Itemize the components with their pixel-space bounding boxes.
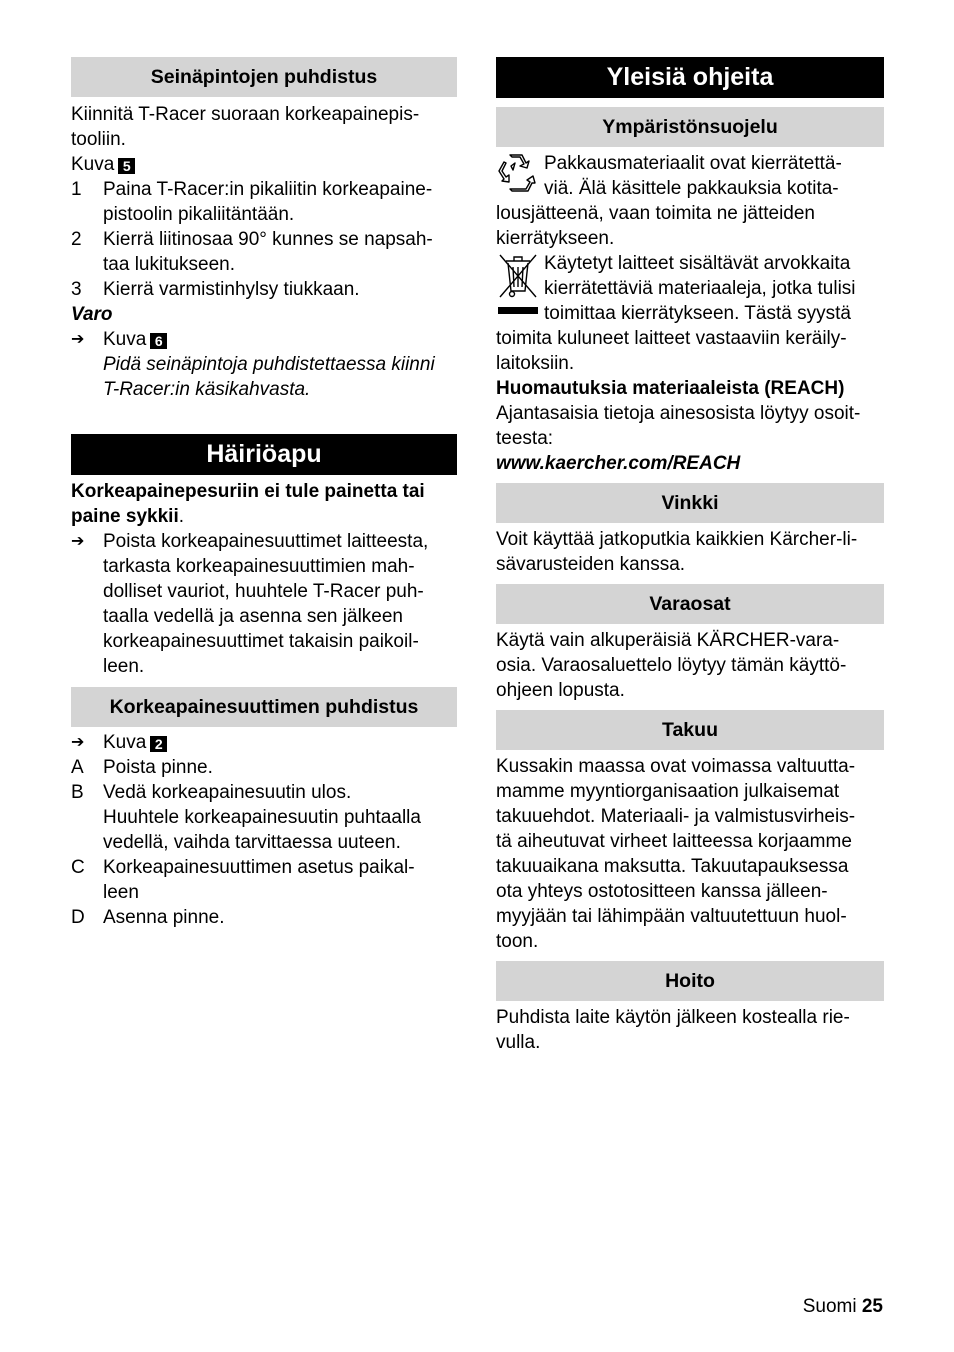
wall-cleaning-body: Kiinnitä T-Racer suoraan korkeapainepis- tooliin. Kuva 5 1 Paina T-Racer:in pikaliitin korkeapaine- pistoolin pikaliitäntään. 2 Kierrä liitinosaa 90° kunnes se napsah- taa lukitukseen. 3 Kierrä varmistinhylsy tiukkaan. Varo ➔ Kuva 6 Pidä seinäpintoja puhdistettaessa kiinni T-Racer:in käsikahvasta. bbox=[71, 102, 457, 402]
weee-paragraph: Käytetyt laitteet sisältävät arvokkaita kierrätettäviä materiaaleja, jotka tulisi toimittaa kierrätykseen. Tästä syystä toimita kuluneet laitteet vastaaviin keräily- laitoksiin. bbox=[496, 253, 856, 374]
tip-body: Voit käyttää jatkoputkia kaikkien Kärcher-li- sävarusteiden kanssa. bbox=[496, 529, 858, 575]
right-column bbox=[496, 57, 884, 1055]
step-item: 3 Kierrä varmistinhylsy tiukkaan. bbox=[71, 279, 360, 300]
step-item: D Asenna pinne. bbox=[71, 907, 225, 928]
troubleshooting-body: Korkeapainepesuriin ei tule painetta tai paine sykkii. ➔ Poista korkeapainesuuttimet laitteesta, tarkasta korkeapainesuuttimien mah- dolliset vauriot, huuhtele T-Racer puh- taalla vedellä ja asenna sen jälkeen korkeapainesuuttimet takaisin paikoil- leen. bbox=[71, 479, 457, 679]
remedy-item: ➔ Poista korkeapainesuuttimet laitteesta, tarkasta korkeapainesuuttimien mah- dolliset vauriot, huuhtele T-Racer puh- taalla vedellä ja asenna sen jälkeen korkeapainesuuttimet takaisin paikoil- leen. bbox=[71, 531, 429, 677]
step-item: 1 Paina T-Racer:in pikaliitin korkeapaine- pistoolin pikaliitäntään. bbox=[71, 179, 433, 225]
step-item: 2 Kierrä liitinosaa 90° kunnes se napsah- taa lukitukseen. bbox=[71, 229, 433, 275]
page-number: 25 bbox=[861, 1296, 883, 1317]
left-column bbox=[71, 57, 457, 930]
care-body: Puhdista laite käytön jälkeen kostealla rie- vulla. bbox=[496, 1007, 850, 1053]
nozzle-cleaning-body bbox=[71, 730, 457, 930]
figure-number-badge: 2 bbox=[150, 736, 167, 752]
step-item: A Poista pinne. bbox=[71, 757, 213, 778]
reach-heading: Huomautuksia materiaaleista (REACH) bbox=[496, 378, 845, 399]
section-heading-nozzle-cleaning: Korkeapainesuuttimen puhdistus bbox=[71, 687, 457, 727]
caution-figure-reference: ➔ Kuva 6 bbox=[71, 327, 457, 352]
section-heading-environment: Ympäristönsuojelu bbox=[496, 107, 884, 147]
environment-body: Pakkausmateriaalit ovat kierrätettä- viä. Älä käsittele pakkauksia kotita- lousjätteenä, vaan toimita ne jätteiden kierrätykseen. Käytetyt laitteet sisältävät arvokkaita kierrätettäviä materiaaleja, jotka tulisi toimittaa kierrätykseen. Tästä syystä toimita kuluneet laitteet vastaaviin keräily- laitoksiin. Huomautuksia materiaaleista (REACH) Ajantasaisia tietoja ainesosista löytyy osoit- teesta: www.kaercher.com/REACH bbox=[496, 151, 884, 476]
figure-number-badge: 6 bbox=[150, 333, 167, 349]
arrow-right-icon: ➔ bbox=[71, 533, 85, 550]
arrow-right-icon: ➔ bbox=[71, 331, 85, 348]
section-heading-troubleshooting: Häiriöapu bbox=[71, 434, 457, 475]
caution-label: Varo bbox=[71, 304, 113, 325]
arrow-right-icon: ➔ bbox=[71, 734, 85, 751]
step-item: B Vedä korkeapainesuutin ulos. Huuhtele korkeapainesuutin puhtaalla vedellä, vaihda tarvittaessa uuteen. bbox=[71, 782, 421, 853]
recycling-icon bbox=[496, 151, 544, 201]
section-heading-tip: Vinkki bbox=[496, 483, 884, 523]
recycling-paragraph: Pakkausmateriaalit ovat kierrätettä- viä. Älä käsittele pakkauksia kotita- lousjätteenä, vaan toimita ne jätteiden kierrätykseen. bbox=[496, 153, 842, 249]
section-heading-warranty: Takuu bbox=[496, 710, 884, 750]
page-footer bbox=[803, 1294, 883, 1319]
section-heading-spare-parts: Varaosat bbox=[496, 584, 884, 624]
section-heading-wall-cleaning: Seinäpintojen puhdistus bbox=[71, 57, 457, 97]
crossed-bin-icon bbox=[496, 251, 544, 326]
caution-text: Pidä seinäpintoja puhdistettaessa kiinni T-Racer:in käsikahvasta. bbox=[103, 354, 435, 400]
reach-link[interactable]: www.kaercher.com/REACH bbox=[496, 453, 741, 474]
footer-language: Suomi bbox=[802, 1296, 857, 1317]
step-item: C Korkeapainesuuttimen asetus paikal- leen bbox=[71, 857, 415, 903]
figure-reference: ➔ Kuva 2 bbox=[71, 730, 457, 755]
section-heading-general: Yleisiä ohjeita bbox=[496, 57, 884, 98]
figure-number-badge: 5 bbox=[118, 158, 135, 174]
section-heading-care: Hoito bbox=[496, 961, 884, 1001]
spare-parts-body: Käytä vain alkuperäisiä KÄRCHER-vara- osia. Varaosaluettelo löytyy tämän käyttö- ohjeen lopusta. bbox=[496, 630, 847, 701]
figure-reference: Kuva 5 bbox=[71, 152, 457, 177]
warranty-body: Kussakin maassa ovat voimassa valtuutta- mamme myyntiorganisaation julkaisemat takuuehdot. Materiaali- ja valmistusvirheis- tä aiheutuvat virheet laitteessa korjaamme takuuaikana maksutta. Takuutapauksessa ota yhteys ostotositteen kanssa jälleen- myyjään tai lähimpään valtuutettuun huol- toon. bbox=[496, 756, 856, 952]
